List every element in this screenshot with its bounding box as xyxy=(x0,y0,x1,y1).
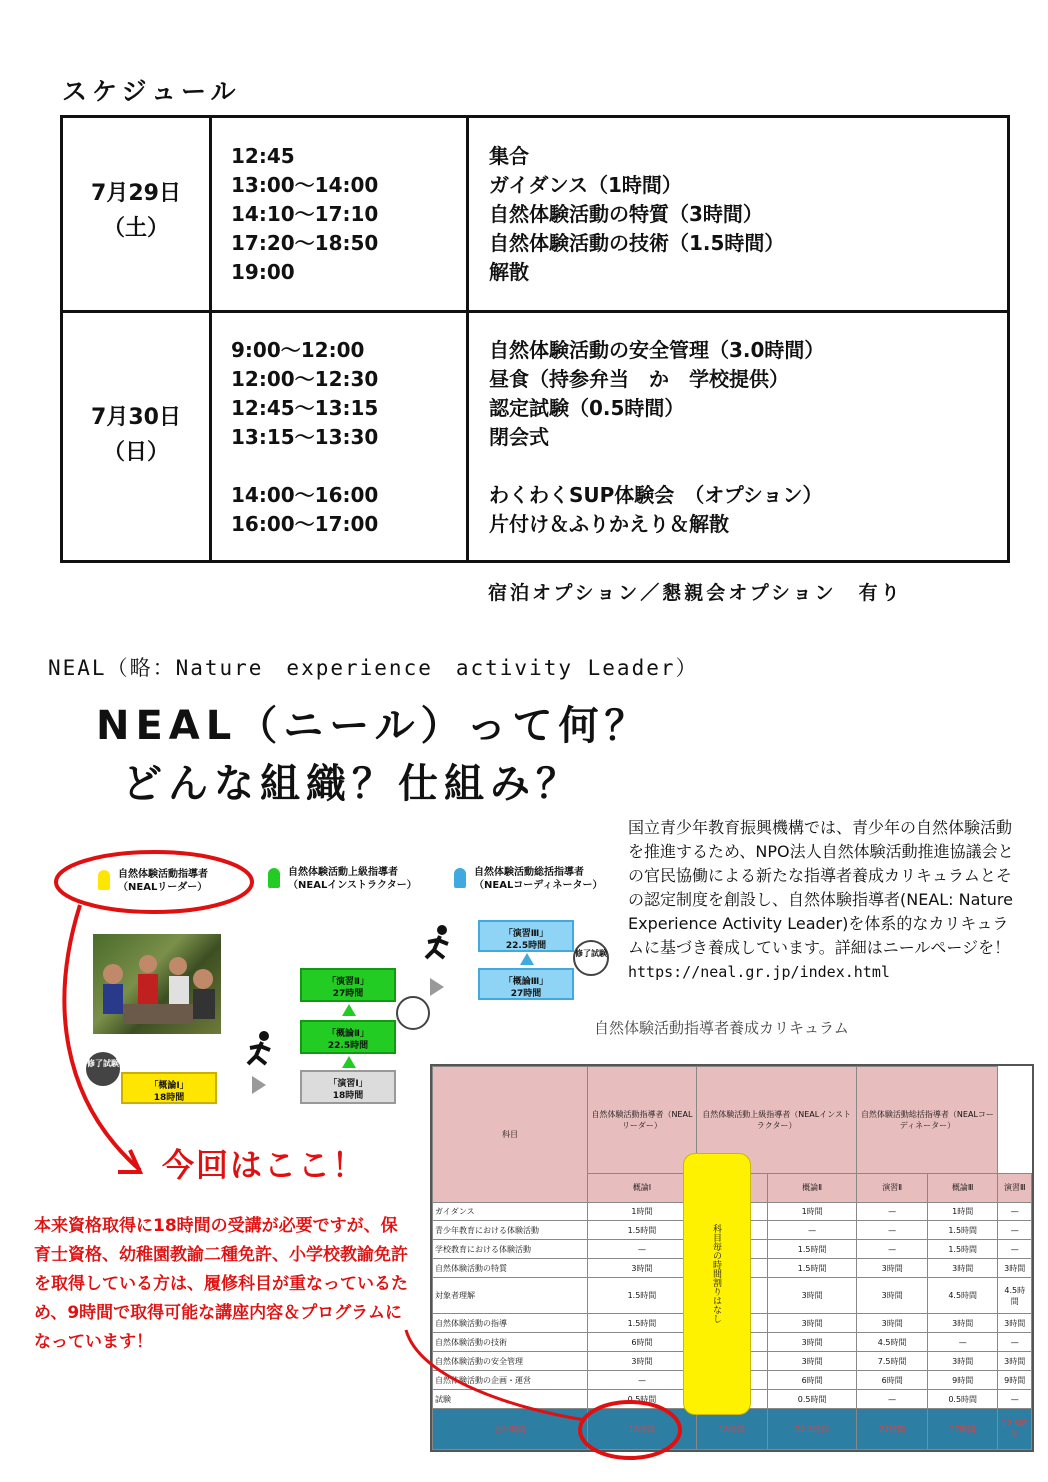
hours-cell: 6時間 xyxy=(767,1371,857,1390)
box-name: 「演習Ⅰ」 xyxy=(328,1079,368,1089)
hours-cell: 3時間 xyxy=(927,1259,998,1278)
hours-cell: 4.5時間 xyxy=(927,1278,998,1314)
hours-cell: 6時間 xyxy=(857,1371,928,1390)
box-hours: 18時間 xyxy=(153,1093,185,1103)
day-weekday: （土） xyxy=(102,216,169,241)
time: 12:45 xyxy=(231,144,295,168)
total-cell: 22.5時間 xyxy=(998,1409,1032,1450)
hours-cell: — xyxy=(998,1221,1032,1240)
activity: 自然体験活動の特質（3時間） xyxy=(489,202,763,226)
hours-cell: 3時間 xyxy=(767,1333,857,1352)
heading-line-2: どんな組織？仕組み？ xyxy=(122,761,582,807)
hours-cell: 4.5時間 xyxy=(998,1278,1032,1314)
subject-cell: 学校教育における体験活動 xyxy=(433,1240,588,1259)
box-hours: 27時間 xyxy=(332,989,364,999)
hours-cell: 1.5時間 xyxy=(927,1221,998,1240)
time: 12:45〜13:15 xyxy=(231,396,379,420)
total-label: 合計時間 xyxy=(433,1409,588,1450)
total-cell: 27時間 xyxy=(927,1409,998,1450)
hours-cell: — xyxy=(857,1221,928,1240)
activity: 閉会式 xyxy=(489,425,549,449)
neal-link[interactable]: https://neal.gr.jp/index.html xyxy=(628,963,890,981)
subject-cell: 自然体験活動の技術 xyxy=(433,1333,588,1352)
hours-cell: 3時間 xyxy=(767,1352,857,1371)
group-header: 自然体験活動指導者（NEALリーダー） xyxy=(588,1067,697,1174)
time: 17:20〜18:50 xyxy=(231,231,379,255)
hours-cell: — xyxy=(857,1202,928,1221)
hours-cell: 6時間 xyxy=(588,1333,697,1352)
activity: 昼食（持参弁当 か 学校提供） xyxy=(489,367,789,391)
hours-cell: 0.5時間 xyxy=(927,1390,998,1409)
neal-subtitle: NEAL（略：Nature experience activity Leader） xyxy=(48,656,699,680)
exam-badge: 修了試験 xyxy=(86,1052,120,1086)
hours-cell: 3時間 xyxy=(588,1352,697,1371)
hours-cell: 0.5時間 xyxy=(767,1390,857,1409)
box-hours: 18時間 xyxy=(332,1091,364,1101)
activity: 解散 xyxy=(489,260,529,284)
hours-cell: 3時間 xyxy=(767,1314,857,1333)
legend-sub: （NEALリーダー） xyxy=(118,882,208,893)
hours-cell: 9時間 xyxy=(998,1371,1032,1390)
here-callout: 今回はここ！ xyxy=(162,1146,367,1184)
hours-cell: — xyxy=(998,1202,1032,1221)
hours-cell: — xyxy=(998,1240,1032,1259)
legend-sub: （NEALコーディネーター） xyxy=(474,880,603,891)
hours-cell: 3時間 xyxy=(588,1259,697,1278)
legend-label: 自然体験活動総括指導者 xyxy=(474,867,584,878)
option-note: 宿泊オプション／懇親会オプション 有り xyxy=(488,582,903,604)
time: 13:15〜13:30 xyxy=(231,425,379,449)
legend-label: 自然体験活動上級指導者 xyxy=(288,867,398,878)
total-cell: 18時間 xyxy=(588,1409,697,1450)
total-cell: 18時間 xyxy=(696,1409,767,1450)
activity: 認定試験（0.5時間） xyxy=(489,396,685,420)
hours-cell: 1.5時間 xyxy=(927,1240,998,1259)
box-name: 「概論Ⅰ」 xyxy=(149,1081,189,1091)
hours-cell: — xyxy=(998,1333,1032,1352)
box-hours: 22.5時間 xyxy=(327,1041,369,1051)
box-hours: 22.5時間 xyxy=(505,941,547,951)
hours-cell: 9時間 xyxy=(927,1371,998,1390)
activity: わくわくSUP体験会 （オプション） xyxy=(489,483,823,507)
time: 12:00〜12:30 xyxy=(231,367,379,391)
day-date: 7月29日 xyxy=(91,181,181,206)
description-text: 国立青少年教育振興機構では、青少年の自然体験活動を推進するため、NPO法人自然体験活動推進協議会との官民協働による新たな指導者養成カリキュラムとその認定制度を創設し、自然体験指導者(NEAL: Nature Experience Activity Leader)を体系的なカリキュラムに基づき養成しています。詳細はニールページを！ xyxy=(628,818,1014,957)
box-name: 「演習Ⅱ」 xyxy=(327,977,369,987)
hours-cell: 4.5時間 xyxy=(857,1333,928,1352)
time: 14:10〜17:10 xyxy=(231,202,379,226)
schedule-title: スケジュール xyxy=(62,77,241,106)
subject-cell: 自然体験活動の特質 xyxy=(433,1259,588,1278)
legend-label: 自然体験活動指導者 xyxy=(118,869,208,880)
hours-cell: — xyxy=(927,1333,998,1352)
hours-cell: 1時間 xyxy=(588,1202,697,1221)
subject-cell: ガイダンス xyxy=(433,1202,588,1221)
day-weekday: （日） xyxy=(102,440,169,465)
hours-cell: 3時間 xyxy=(927,1352,998,1371)
activity: ガイダンス（1時間） xyxy=(489,173,682,197)
qualification-note: 本来資格取得に18時間の受講が必要ですが、保育士資格、幼稚園教諭二種免許、小学校教諭免許を取得している方は、履修科目が重なっているため、9時間で取得可能な講座内容＆プログラムになっています！ xyxy=(34,1216,408,1352)
exam-badge-2: 修了試験 xyxy=(573,940,609,976)
hours-cell: 1.5時間 xyxy=(767,1259,857,1278)
hours-cell: 1時間 xyxy=(927,1202,998,1221)
hours-cell: 3時間 xyxy=(998,1259,1032,1278)
hours-cell: 3時間 xyxy=(857,1259,928,1278)
hours-cell: 3時間 xyxy=(767,1278,857,1314)
subject-cell: 自然体験活動の企画・運営 xyxy=(433,1371,588,1390)
subject-cell: 青少年教育における体験活動 xyxy=(433,1221,588,1240)
hours-cell: 1.5時間 xyxy=(588,1221,697,1240)
box-name: 「概論Ⅱ」 xyxy=(327,1029,369,1039)
subject-header: 科目 xyxy=(433,1067,588,1203)
sub-header: 概論Ⅲ xyxy=(927,1174,998,1202)
hours-cell: — xyxy=(857,1240,928,1259)
activity: 自然体験活動の安全管理（3.0時間） xyxy=(489,338,825,362)
hours-cell: 7.5時間 xyxy=(857,1352,928,1371)
activity: 集合 xyxy=(489,144,529,168)
hours-cell: 1.5時間 xyxy=(588,1278,697,1314)
activity: 自然体験活動の技術（1.5時間） xyxy=(489,231,785,255)
subject-cell: 自然体験活動の指導 xyxy=(433,1314,588,1333)
hours-cell: 1.5時間 xyxy=(767,1240,857,1259)
hours-cell: 3時間 xyxy=(857,1278,928,1314)
total-cell: 22.5時間 xyxy=(767,1409,857,1450)
activity: 片付け＆ふりかえり＆解散 xyxy=(489,512,729,536)
total-cell: 27時間 xyxy=(857,1409,928,1450)
legend-sub: （NEALインストラクター） xyxy=(288,880,417,891)
box-name: 「演習Ⅲ」 xyxy=(503,929,549,939)
time: 16:00〜17:00 xyxy=(231,512,379,536)
sub-header: 概論Ⅰ xyxy=(588,1174,697,1202)
day-date: 7月30日 xyxy=(91,405,181,430)
curriculum-caption: 自然体験活動指導者養成カリキュラム xyxy=(594,1019,849,1037)
no-timetable-text: 科目毎の時間割りはなし xyxy=(711,1224,721,1323)
time: 14:00〜16:00 xyxy=(231,483,379,507)
time: 9:00〜12:00 xyxy=(231,338,365,362)
hours-cell: — xyxy=(767,1221,857,1240)
hours-cell: 3時間 xyxy=(927,1314,998,1333)
hours-cell: — xyxy=(857,1390,928,1409)
hours-cell: 3時間 xyxy=(998,1352,1032,1371)
box-hours: 27時間 xyxy=(510,989,542,999)
hours-cell: — xyxy=(588,1240,697,1259)
subject-cell: 自然体験活動の安全管理 xyxy=(433,1352,588,1371)
hours-cell: 0.5時間 xyxy=(588,1390,697,1409)
hours-cell: 1時間 xyxy=(767,1202,857,1221)
hours-cell: — xyxy=(998,1390,1032,1409)
hours-cell: 1.5時間 xyxy=(588,1314,697,1333)
sub-header: 演習Ⅱ xyxy=(857,1174,928,1202)
box-name: 「概論Ⅲ」 xyxy=(503,977,549,987)
sub-header: 演習Ⅲ xyxy=(998,1174,1032,1202)
subject-cell: 試験 xyxy=(433,1390,588,1409)
hours-cell: — xyxy=(588,1371,697,1390)
time: 19:00 xyxy=(231,260,295,284)
group-header: 自然体験活動上級指導者（NEALインストラクター） xyxy=(696,1067,857,1174)
time: 13:00〜14:00 xyxy=(231,173,379,197)
heading-line-1: NEAL（ニール）って何？ xyxy=(96,703,651,749)
hours-cell: 3時間 xyxy=(857,1314,928,1333)
hours-cell: 3時間 xyxy=(998,1314,1032,1333)
group-header: 自然体験活動総括指導者（NEALコーディネーター） xyxy=(857,1067,998,1174)
sub-header: 概論Ⅱ xyxy=(767,1174,857,1202)
subject-cell: 対象者理解 xyxy=(433,1278,588,1314)
